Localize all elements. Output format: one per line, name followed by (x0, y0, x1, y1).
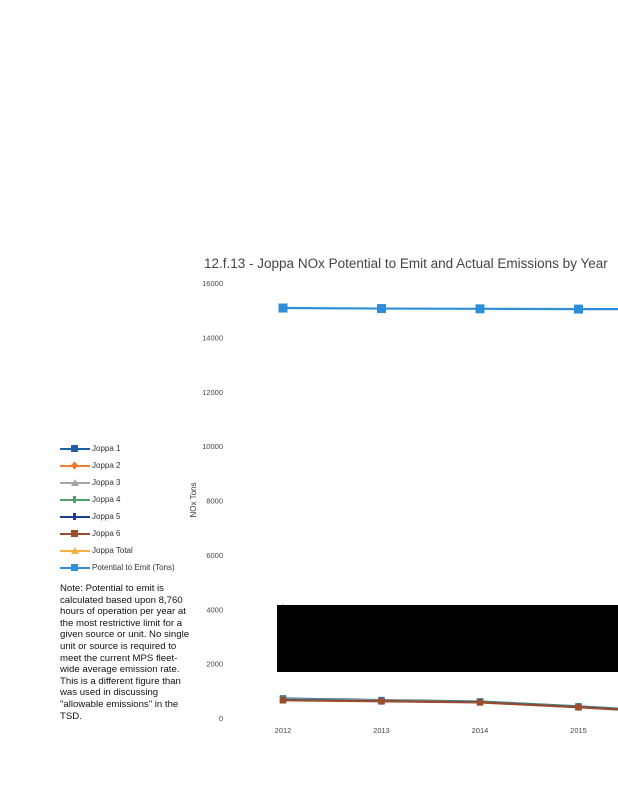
legend-entry (60, 542, 200, 559)
legend-swatch-icon (60, 461, 90, 471)
y-tick-label: 16000 (202, 279, 223, 288)
legend-entry (60, 559, 200, 576)
x-tick-label: 2012 (274, 726, 292, 735)
y-axis-label: NOx Tons (189, 482, 198, 518)
data-point (476, 304, 485, 313)
y-tick-label: 10000 (202, 442, 223, 452)
data-point (280, 697, 286, 703)
legend-label: Joppa 5 (92, 512, 121, 521)
series-line (283, 308, 618, 309)
legend-entry (60, 474, 200, 491)
legend-label: Potential to Emit (Tons) (92, 563, 175, 572)
y-tick-label: 8000 (206, 496, 223, 506)
legend-swatch-icon (60, 529, 90, 539)
data-point (377, 304, 386, 313)
legend-entry (60, 457, 200, 474)
y-tick-label: 6000 (206, 550, 223, 560)
y-tick-label: 14000 (202, 333, 223, 343)
legend-swatch-icon (60, 512, 90, 522)
legend-swatch-icon (60, 563, 90, 573)
legend-swatch-icon (60, 478, 90, 488)
y-tick-label: 4000 (206, 605, 223, 615)
legend-label: Joppa 1 (92, 444, 121, 453)
data-point (477, 699, 483, 705)
data-point (574, 305, 583, 314)
x-tick-label: 2013 (373, 726, 390, 735)
data-point (378, 698, 384, 704)
legend-label: Joppa 3 (92, 478, 121, 487)
legend (60, 440, 200, 576)
legend-label: Joppa 6 (92, 529, 121, 538)
legend-entry (60, 491, 200, 508)
redaction-block (277, 605, 618, 672)
legend-label: Joppa Total (92, 546, 133, 555)
chart-title: 12.f.13 - Joppa NOx Potential to Emit and Actual Emissions by Year (204, 256, 608, 271)
data-point (279, 304, 288, 313)
x-tick-label: 2014 (471, 726, 489, 735)
legend-entry (60, 440, 200, 457)
legend-label: Joppa 4 (92, 495, 121, 504)
series-potential-to-emit-tons (279, 304, 618, 314)
data-point (575, 704, 581, 710)
legend-swatch-icon (60, 495, 90, 505)
y-tick-label: 0 (218, 714, 223, 723)
y-tick-label: 12000 (202, 387, 223, 397)
legend-entry (60, 508, 200, 525)
y-tick-label: 2000 (206, 659, 223, 669)
note-text: Note: Potential to emit is calculated based upon 8,760 hours of operation per year at the most restrictive limit for a given source or unit. No single unit or source is required to meet the current MPS fleet-wide average emission rate. This is a different figure than was used in discussing "allowable emissions" in the TSD. (60, 583, 190, 722)
legend-label: Joppa 2 (92, 461, 121, 470)
legend-swatch-icon (60, 546, 90, 556)
legend-swatch-icon (60, 444, 90, 454)
legend-entry (60, 525, 200, 542)
x-tick-label: 2015 (570, 726, 587, 735)
